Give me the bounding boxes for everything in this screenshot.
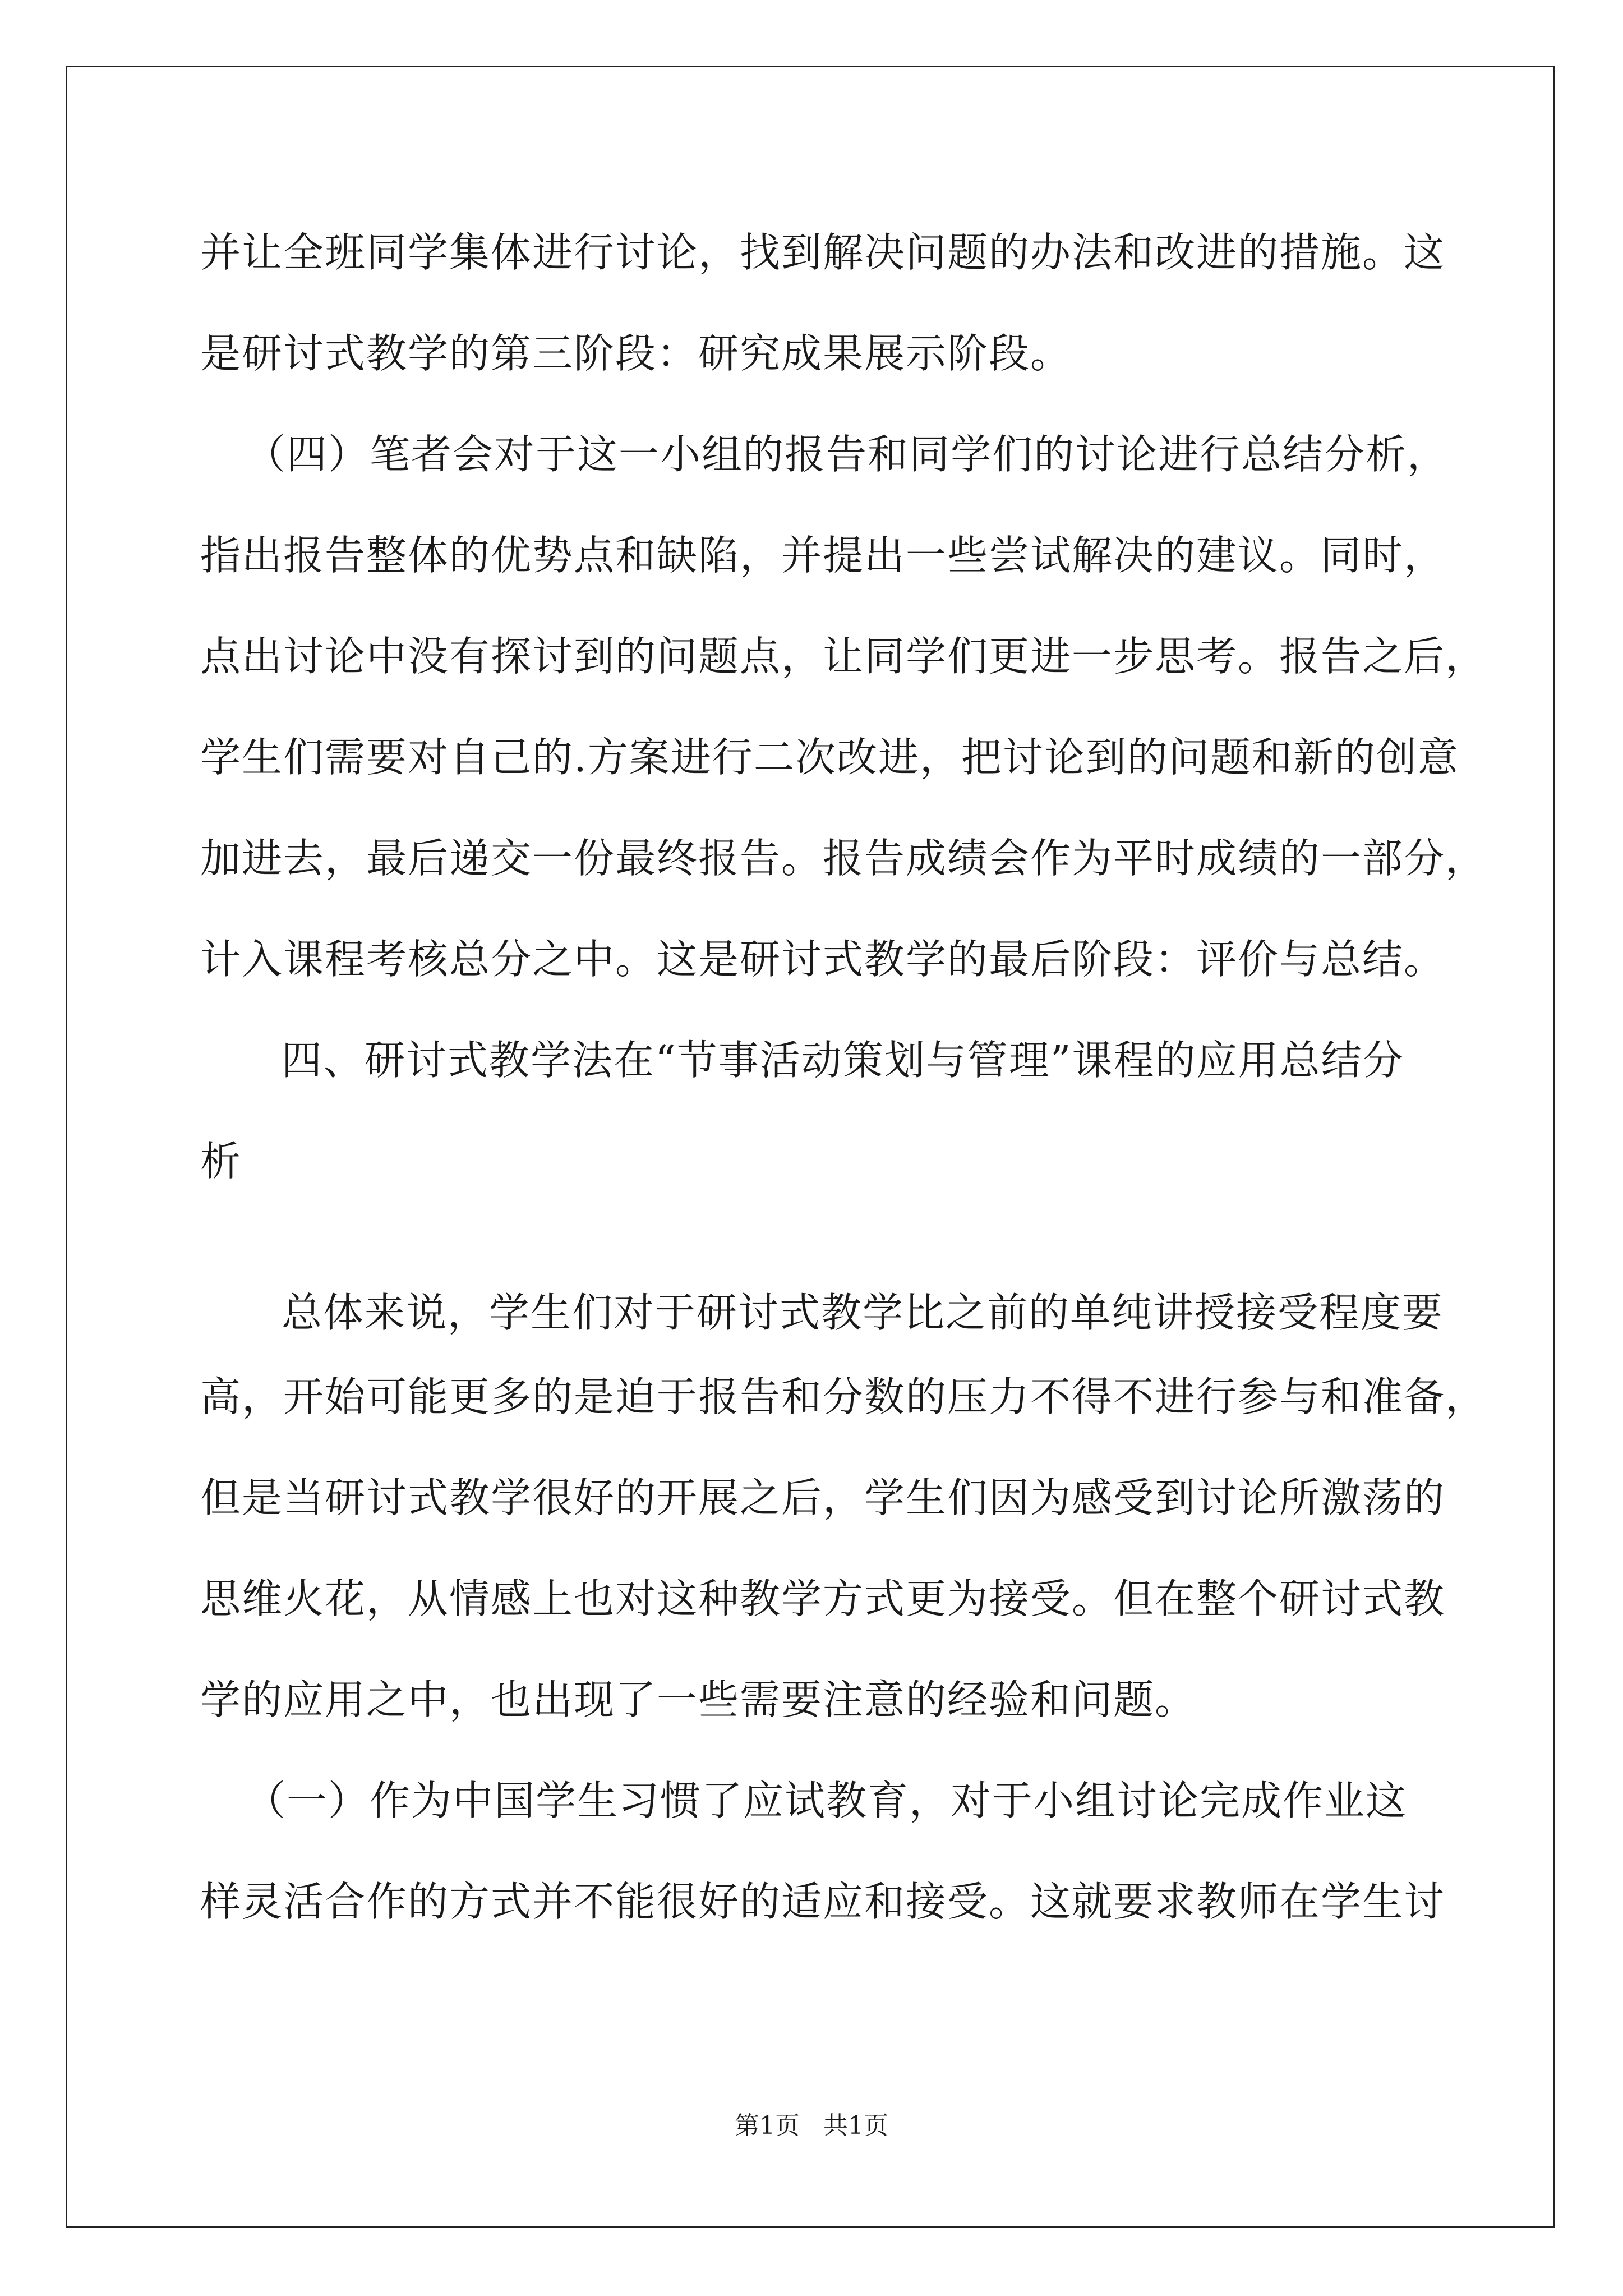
text-line: 是研讨式教学的第三阶段：研究成果展示阶段。	[200, 330, 1072, 377]
section-heading-line: 四、研讨式教学法在“节事活动策划与管理”课程的应用总结分	[282, 1037, 1404, 1084]
text-line: 并让全班同学集体进行讨论，找到解决问题的办法和改进的措施。这	[200, 229, 1446, 276]
text-line: 加进去，最后递交一份最终报告。报告成绩会作为平时成绩的一部分，	[200, 835, 1487, 882]
text-line: 高，开始可能更多的是迫于报告和分数的压力不得不进行参与和准备，	[200, 1373, 1487, 1420]
paragraph-start-line: （一）作为中国学生习惯了应试教育，对于小组讨论完成作业这	[245, 1777, 1408, 1824]
text-line: 样灵活合作的方式并不能很好的适应和接受。这就要求教师在学生讨	[200, 1878, 1446, 1925]
text-line: 学生们需要对自己的.方案进行二次改进，把讨论到的问题和新的创意	[200, 734, 1459, 781]
text-line: 思维火花，从情感上也对这种教学方式更为接受。但在整个研讨式教	[200, 1575, 1446, 1622]
text-line: 指出报告整体的优势点和缺陷，并提出一些尝试解决的建议。同时，	[200, 532, 1446, 579]
paragraph-start-line: 总体来说，学生们对于研讨式教学比之前的单纯讲授接受程度要	[282, 1289, 1444, 1336]
page-number-footer: 第1页 共1页	[735, 2111, 888, 2140]
text-line: 计入课程考核总分之中。这是研讨式教学的最后阶段：评价与总结。	[200, 936, 1446, 983]
section-heading-line: 析	[200, 1138, 242, 1185]
text-line: 但是当研讨式教学很好的开展之后，学生们因为感受到讨论所激荡的	[200, 1474, 1446, 1521]
paragraph-start-line: （四）笔者会对于这一小组的报告和同学们的讨论进行总结分析，	[245, 431, 1449, 478]
text-line: 点出讨论中没有探讨到的问题点，让同学们更进一步思考。报告之后，	[200, 633, 1487, 680]
text-line: 学的应用之中，也出现了一些需要注意的经验和问题。	[200, 1676, 1197, 1723]
